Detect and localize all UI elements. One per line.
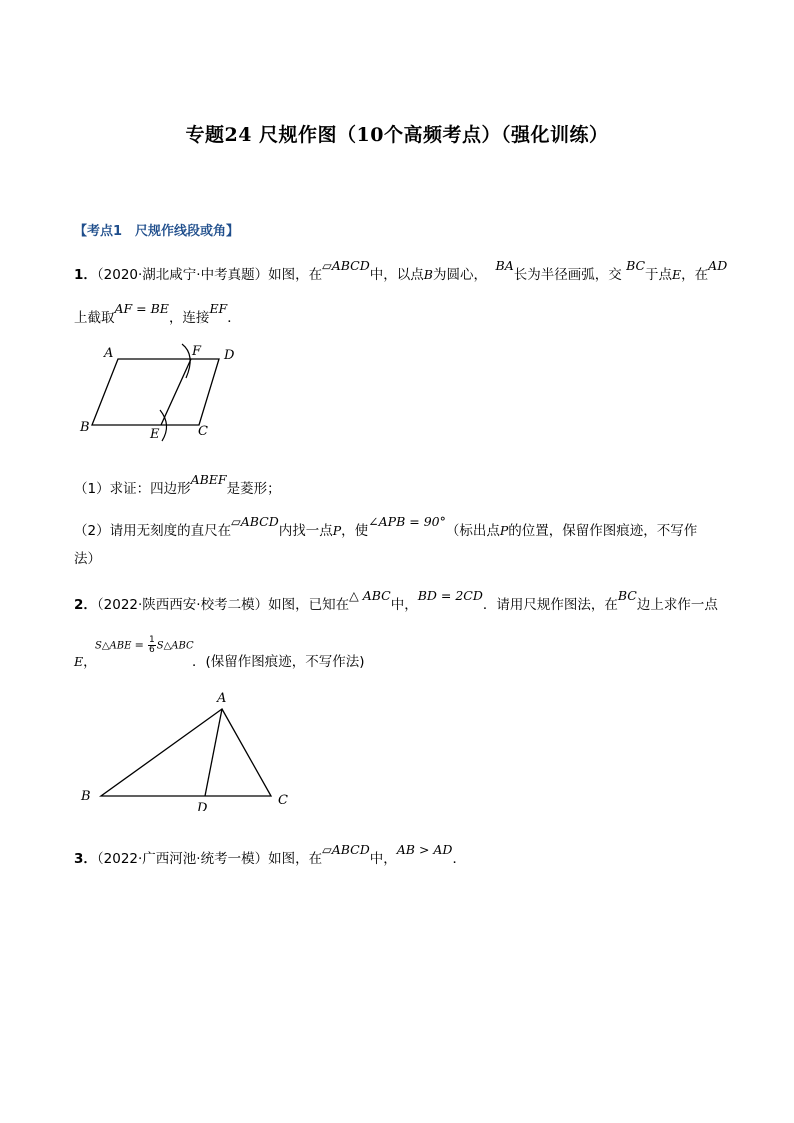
q2-line2 bbox=[74, 653, 97, 671]
q1-sub2-text: （标出点 bbox=[445, 523, 500, 539]
fraction-one-sixth bbox=[148, 636, 156, 655]
q2-math-bc: BC bbox=[617, 588, 637, 603]
q1-text: 中，以点 bbox=[369, 267, 424, 283]
q2-comma: ， bbox=[83, 654, 97, 670]
q1-text: 于点 bbox=[645, 267, 673, 283]
q1-point-p: P bbox=[499, 523, 509, 538]
triangle-abc bbox=[101, 709, 271, 796]
label-b: B bbox=[81, 789, 91, 804]
q1-math-ad: AD bbox=[708, 258, 728, 273]
label-e: E bbox=[150, 427, 160, 442]
q1-text: 上截取 bbox=[74, 310, 115, 326]
q1-point-b: B bbox=[423, 267, 433, 282]
q1-sub2-text: （2）请用无刻度的直尺在 bbox=[74, 523, 232, 539]
q1-sub2-text: ，使 bbox=[341, 523, 369, 539]
section-heading: 【考点1 尺规作线段或角】 bbox=[74, 224, 240, 239]
segment-ef bbox=[161, 359, 191, 425]
q3-source: （2022·广西河池·统考一模） bbox=[96, 851, 269, 867]
q1-math-abef: ABEF bbox=[190, 472, 227, 487]
q3-line1 bbox=[74, 842, 466, 868]
q1-sub2-text: 的位置，保留作图痕迹，不写作 bbox=[508, 523, 698, 539]
q1-sub1-text: 是菱形； bbox=[226, 481, 281, 497]
q3-text: 中， bbox=[369, 851, 397, 867]
label-d: D bbox=[197, 801, 208, 811]
q1-source: （2020·湖北咸宁·中考真题） bbox=[96, 267, 269, 283]
q2-text: 如图，已知在 bbox=[268, 597, 350, 613]
q2-text: 中， bbox=[390, 597, 418, 613]
fraction-denominator: 6 bbox=[149, 645, 155, 655]
area-abe: S△ABE bbox=[95, 640, 132, 652]
q1-point-e: E bbox=[672, 267, 682, 282]
label-c: C bbox=[278, 793, 288, 808]
q1-math-parallelogram-2: ▱ABCD bbox=[231, 514, 279, 529]
q1-math-ba: BA bbox=[495, 258, 514, 273]
q1-line1 bbox=[74, 258, 728, 284]
q1-text: 长为半径画弧，交 bbox=[513, 267, 622, 283]
parallelogram-abcd bbox=[92, 359, 219, 425]
label-b: B bbox=[80, 420, 90, 435]
q3-text: 如图，在 bbox=[268, 851, 323, 867]
q2-math-bd-eq-2cd: BD = 2CD bbox=[417, 588, 483, 603]
label-a: A bbox=[104, 346, 114, 361]
q1-number: 1． bbox=[74, 267, 97, 283]
q2-math-triangle: △ ABC bbox=[349, 588, 391, 603]
label-d: D bbox=[224, 348, 235, 363]
q1-figure-parallelogram bbox=[76, 340, 256, 445]
label-a: A bbox=[217, 691, 227, 706]
q2-area-equation bbox=[95, 636, 194, 655]
q1-text: 如图，在 bbox=[268, 267, 323, 283]
q1-text: 为圆心， bbox=[432, 267, 487, 283]
page-title: 专题24 尺规作图（10个高频考点）（强化训练） bbox=[185, 124, 609, 146]
q3-number: 3． bbox=[74, 851, 97, 867]
q1-math-parallelogram: ▱ABCD bbox=[322, 258, 370, 273]
q1-math-bc: BC bbox=[626, 258, 646, 273]
arc-at-f bbox=[182, 344, 190, 378]
q2-number: 2． bbox=[74, 597, 97, 613]
q1-text: ，在 bbox=[681, 267, 709, 283]
q2-text: ．请用尺规作图法，在 bbox=[482, 597, 618, 613]
q2-figure-triangle bbox=[74, 686, 304, 811]
q1-text: ． bbox=[227, 310, 241, 326]
q3-text: ． bbox=[452, 851, 466, 867]
q2-line1 bbox=[74, 588, 718, 614]
q1-sub2-text: 内找一点 bbox=[278, 523, 333, 539]
q1-point-p: P bbox=[332, 523, 342, 538]
equals-sign: = bbox=[134, 638, 144, 652]
q1-math-angle-apb: ∠APB = 90° bbox=[368, 514, 446, 529]
q1-line2 bbox=[74, 301, 241, 327]
label-f: F bbox=[192, 344, 202, 359]
q3-math-ab-gt-ad: AB > AD bbox=[396, 842, 453, 857]
q1-text: ，连接 bbox=[168, 310, 210, 326]
q2-line2-rest: ．(保留作图痕迹，不写作法) bbox=[192, 654, 365, 670]
q1-math-af-eq-be: AF = BE bbox=[114, 301, 169, 316]
q1-math-ef: EF bbox=[209, 301, 228, 316]
area-abc: S△ABC bbox=[156, 640, 194, 652]
q2-point-e: E bbox=[74, 654, 84, 669]
q2-source: （2022·陕西西安·校考二模） bbox=[96, 597, 269, 613]
label-c: C bbox=[198, 424, 208, 439]
q1-sub2 bbox=[74, 514, 698, 540]
q1-sub2-cont: 法） bbox=[74, 551, 101, 567]
fraction-numerator: 1 bbox=[149, 635, 155, 645]
segment-ad bbox=[205, 709, 222, 796]
q1-sub1 bbox=[74, 472, 281, 498]
q2-text: 边上求作一点 bbox=[636, 597, 718, 613]
q1-sub1-text: （1）求证：四边形 bbox=[74, 481, 191, 497]
q3-math-parallelogram: ▱ABCD bbox=[322, 842, 370, 857]
